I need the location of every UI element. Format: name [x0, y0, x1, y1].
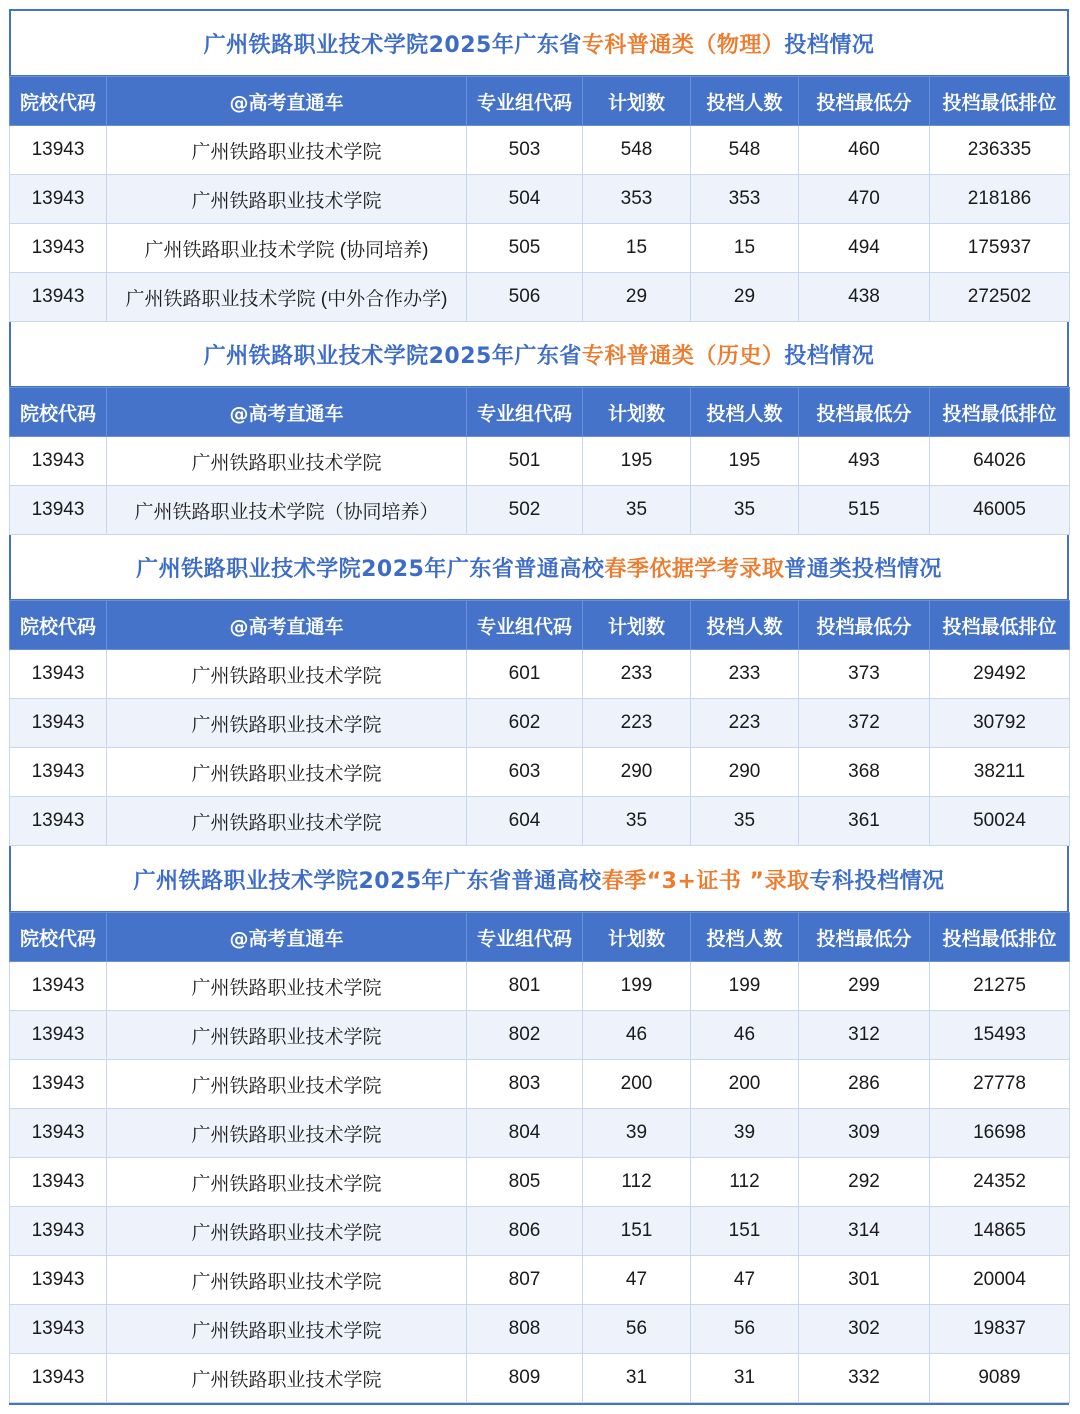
cell-min-rank: 272502	[930, 273, 1070, 322]
cell-school-code: 13943	[10, 1207, 107, 1256]
cell-group-code: 808	[467, 1305, 583, 1354]
cell-min-score: 312	[799, 1011, 930, 1060]
cell-admitted-count: 15	[691, 224, 799, 273]
cell-admitted-count: 47	[691, 1256, 799, 1305]
cell-school-code: 13943	[10, 1158, 107, 1207]
table-row	[10, 1109, 1070, 1158]
section-title-part: 广州铁路职业技术学院2025年广东省	[203, 32, 582, 58]
table-row	[10, 1256, 1070, 1305]
cell-school-code: 13943	[10, 1354, 107, 1403]
column-header-min-score: 投档最低分	[799, 77, 930, 126]
table-row	[10, 175, 1070, 224]
cell-school-code: 13943	[10, 437, 107, 486]
cell-school-code: 13943	[10, 224, 107, 273]
cell-group-code: 506	[467, 273, 583, 322]
cell-min-rank: 14865	[930, 1207, 1070, 1256]
cell-plan-count: 353	[583, 175, 691, 224]
section-title	[9, 535, 1069, 600]
table-row	[10, 1354, 1070, 1403]
cell-school-name: 广州铁路职业技术学院（协同培养）	[107, 486, 467, 535]
cell-plan-count: 223	[583, 699, 691, 748]
cell-group-code: 602	[467, 699, 583, 748]
cell-group-code: 807	[467, 1256, 583, 1305]
cell-plan-count: 15	[583, 224, 691, 273]
table-row	[10, 126, 1070, 175]
cell-plan-count: 46	[583, 1011, 691, 1060]
cell-school-code: 13943	[10, 486, 107, 535]
cell-school-name: 广州铁路职业技术学院 (中外合作办学)	[107, 273, 467, 322]
cell-admitted-count: 29	[691, 273, 799, 322]
cell-admitted-count: 290	[691, 748, 799, 797]
cell-school-code: 13943	[10, 1256, 107, 1305]
cell-school-code: 13943	[10, 126, 107, 175]
table-row	[10, 1207, 1070, 1256]
cell-group-code: 809	[467, 1354, 583, 1403]
cell-min-score: 372	[799, 699, 930, 748]
cell-min-score: 470	[799, 175, 930, 224]
cell-min-score: 301	[799, 1256, 930, 1305]
cell-group-code: 804	[467, 1109, 583, 1158]
cell-group-code: 806	[467, 1207, 583, 1256]
cell-school-name: 广州铁路职业技术学院	[107, 650, 467, 699]
table-header-row	[10, 77, 1070, 126]
column-header-admitted-count: 投档人数	[691, 601, 799, 650]
cell-min-rank: 175937	[930, 224, 1070, 273]
column-header-group-code: 专业组代码	[467, 388, 583, 437]
table-header-row	[10, 388, 1070, 437]
cell-plan-count: 31	[583, 1354, 691, 1403]
cell-plan-count: 39	[583, 1109, 691, 1158]
column-header-school-code: 院校代码	[10, 913, 107, 962]
cell-min-rank: 29492	[930, 650, 1070, 699]
section-title-part: 广州铁路职业技术学院2025年广东省普通高校	[133, 868, 602, 894]
column-header-group-code: 专业组代码	[467, 77, 583, 126]
cell-school-code: 13943	[10, 1011, 107, 1060]
cell-plan-count: 290	[583, 748, 691, 797]
column-header-school-name: @高考直通车	[107, 388, 467, 437]
section-title-part: 春季依据学考录取	[604, 556, 785, 582]
column-header-school-code: 院校代码	[10, 77, 107, 126]
cell-school-code: 13943	[10, 748, 107, 797]
cell-min-score: 438	[799, 273, 930, 322]
section-title	[9, 322, 1069, 387]
cell-admitted-count: 353	[691, 175, 799, 224]
cell-min-rank: 50024	[930, 797, 1070, 846]
cell-group-code: 604	[467, 797, 583, 846]
column-header-plan-count: 计划数	[583, 77, 691, 126]
column-header-min-rank: 投档最低排位	[930, 388, 1070, 437]
cell-plan-count: 47	[583, 1256, 691, 1305]
cell-min-score: 332	[799, 1354, 930, 1403]
cell-min-rank: 27778	[930, 1060, 1070, 1109]
cell-school-code: 13943	[10, 650, 107, 699]
cell-admitted-count: 35	[691, 797, 799, 846]
table-row	[10, 1011, 1070, 1060]
column-header-min-score: 投档最低分	[799, 388, 930, 437]
cell-school-name: 广州铁路职业技术学院	[107, 1207, 467, 1256]
cell-school-name: 广州铁路职业技术学院	[107, 175, 467, 224]
column-header-min-rank: 投档最低排位	[930, 77, 1070, 126]
cell-plan-count: 35	[583, 486, 691, 535]
column-header-group-code: 专业组代码	[467, 913, 583, 962]
column-header-school-code: 院校代码	[10, 388, 107, 437]
column-header-min-score: 投档最低分	[799, 913, 930, 962]
cell-min-score: 292	[799, 1158, 930, 1207]
cell-admitted-count: 200	[691, 1060, 799, 1109]
cell-min-rank: 24352	[930, 1158, 1070, 1207]
section-title	[9, 847, 1069, 912]
cell-group-code: 504	[467, 175, 583, 224]
admission-table	[9, 600, 1070, 846]
table-header-row	[10, 913, 1070, 962]
cell-group-code: 805	[467, 1158, 583, 1207]
cell-admitted-count: 233	[691, 650, 799, 699]
table-row	[10, 1305, 1070, 1354]
cell-admitted-count: 195	[691, 437, 799, 486]
cell-group-code: 802	[467, 1011, 583, 1060]
section-title-part: 投档情况	[784, 343, 875, 369]
cell-min-rank: 218186	[930, 175, 1070, 224]
section-title-part: 专科普通类（物理）	[581, 32, 785, 58]
cell-school-name: 广州铁路职业技术学院	[107, 1354, 467, 1403]
section-title-part: 投档情况	[784, 32, 875, 58]
cell-min-score: 368	[799, 748, 930, 797]
cell-school-name: 广州铁路职业技术学院	[107, 126, 467, 175]
table-row	[10, 797, 1070, 846]
column-header-group-code: 专业组代码	[467, 601, 583, 650]
cell-min-score: 373	[799, 650, 930, 699]
table-row	[10, 962, 1070, 1011]
cell-plan-count: 195	[583, 437, 691, 486]
cell-min-rank: 15493	[930, 1011, 1070, 1060]
table-row	[10, 1158, 1070, 1207]
cell-group-code: 503	[467, 126, 583, 175]
cell-plan-count: 548	[583, 126, 691, 175]
column-header-admitted-count: 投档人数	[691, 913, 799, 962]
column-header-plan-count: 计划数	[583, 388, 691, 437]
cell-school-name: 广州铁路职业技术学院	[107, 1109, 467, 1158]
cell-school-name: 广州铁路职业技术学院 (协同培养)	[107, 224, 467, 273]
cell-group-code: 601	[467, 650, 583, 699]
column-header-plan-count: 计划数	[583, 913, 691, 962]
cell-school-name: 广州铁路职业技术学院	[107, 797, 467, 846]
admission-table	[9, 76, 1070, 322]
table-row	[10, 699, 1070, 748]
table-row	[10, 486, 1070, 535]
column-header-min-score: 投档最低分	[799, 601, 930, 650]
cell-plan-count: 200	[583, 1060, 691, 1109]
cell-admitted-count: 31	[691, 1354, 799, 1403]
cell-group-code: 803	[467, 1060, 583, 1109]
cell-plan-count: 151	[583, 1207, 691, 1256]
cell-school-name: 广州铁路职业技术学院	[107, 1158, 467, 1207]
cell-school-name: 广州铁路职业技术学院	[107, 1011, 467, 1060]
cell-group-code: 501	[467, 437, 583, 486]
cell-school-code: 13943	[10, 1109, 107, 1158]
cell-admitted-count: 548	[691, 126, 799, 175]
column-header-plan-count: 计划数	[583, 601, 691, 650]
section-title-part: 普通类投档情况	[784, 556, 942, 582]
cell-school-code: 13943	[10, 1060, 107, 1109]
cell-school-code: 13943	[10, 797, 107, 846]
column-header-school-name: @高考直通车	[107, 913, 467, 962]
table-row	[10, 1060, 1070, 1109]
cell-min-rank: 20004	[930, 1256, 1070, 1305]
column-header-min-rank: 投档最低排位	[930, 913, 1070, 962]
cell-plan-count: 233	[583, 650, 691, 699]
table-row	[10, 224, 1070, 273]
table-header-row	[10, 601, 1070, 650]
cell-min-rank: 236335	[930, 126, 1070, 175]
cell-school-code: 13943	[10, 962, 107, 1011]
cell-school-code: 13943	[10, 273, 107, 322]
section-physics	[9, 11, 1069, 322]
cell-min-rank: 9089	[930, 1354, 1070, 1403]
cell-min-rank: 46005	[930, 486, 1070, 535]
column-header-school-name: @高考直通车	[107, 601, 467, 650]
section-title-part: 专科普通类（历史）	[581, 343, 785, 369]
section-history	[9, 322, 1069, 535]
cell-school-code: 13943	[10, 175, 107, 224]
column-header-min-rank: 投档最低排位	[930, 601, 1070, 650]
table-row	[10, 748, 1070, 797]
cell-group-code: 505	[467, 224, 583, 273]
cell-min-score: 515	[799, 486, 930, 535]
section-title	[9, 11, 1069, 76]
table-row	[10, 273, 1070, 322]
cell-min-score: 493	[799, 437, 930, 486]
column-header-admitted-count: 投档人数	[691, 77, 799, 126]
section-spring-3plus	[9, 847, 1069, 1403]
cell-admitted-count: 35	[691, 486, 799, 535]
cell-school-name: 广州铁路职业技术学院	[107, 699, 467, 748]
column-header-admitted-count: 投档人数	[691, 388, 799, 437]
cell-min-score: 361	[799, 797, 930, 846]
section-spring-xuekao	[9, 535, 1069, 846]
admission-table	[9, 912, 1070, 1403]
cell-min-score: 299	[799, 962, 930, 1011]
column-header-school-name: @高考直通车	[107, 77, 467, 126]
cell-plan-count: 29	[583, 273, 691, 322]
cell-admitted-count: 56	[691, 1305, 799, 1354]
cell-group-code: 502	[467, 486, 583, 535]
cell-min-score: 286	[799, 1060, 930, 1109]
admission-table	[9, 387, 1070, 535]
table-row	[10, 650, 1070, 699]
cell-admitted-count: 223	[691, 699, 799, 748]
cell-min-score: 494	[799, 224, 930, 273]
cell-school-name: 广州铁路职业技术学院	[107, 437, 467, 486]
cell-school-name: 广州铁路职业技术学院	[107, 1060, 467, 1109]
cell-min-score: 302	[799, 1305, 930, 1354]
cell-min-rank: 16698	[930, 1109, 1070, 1158]
cell-school-name: 广州铁路职业技术学院	[107, 962, 467, 1011]
cell-plan-count: 56	[583, 1305, 691, 1354]
cell-min-rank: 30792	[930, 699, 1070, 748]
column-header-school-code: 院校代码	[10, 601, 107, 650]
table-row	[10, 437, 1070, 486]
cell-plan-count: 35	[583, 797, 691, 846]
cell-min-rank: 19837	[930, 1305, 1070, 1354]
cell-school-code: 13943	[10, 699, 107, 748]
cell-min-score: 314	[799, 1207, 930, 1256]
cell-min-rank: 38211	[930, 748, 1070, 797]
section-title-part: 广州铁路职业技术学院2025年广东省普通高校	[136, 556, 605, 582]
cell-min-score: 460	[799, 126, 930, 175]
section-title-part: 春季“3+证书 ”录取	[601, 868, 810, 894]
cell-school-code: 13943	[10, 1305, 107, 1354]
cell-admitted-count: 112	[691, 1158, 799, 1207]
cell-group-code: 603	[467, 748, 583, 797]
cell-group-code: 801	[467, 962, 583, 1011]
cell-school-name: 广州铁路职业技术学院	[107, 748, 467, 797]
cell-min-score: 309	[799, 1109, 930, 1158]
cell-school-name: 广州铁路职业技术学院	[107, 1305, 467, 1354]
section-title-part: 专科投档情况	[809, 868, 945, 894]
cell-school-name: 广州铁路职业技术学院	[107, 1256, 467, 1305]
cell-admitted-count: 46	[691, 1011, 799, 1060]
cell-min-rank: 21275	[930, 962, 1070, 1011]
cell-admitted-count: 39	[691, 1109, 799, 1158]
cell-plan-count: 112	[583, 1158, 691, 1207]
section-title-part: 广州铁路职业技术学院2025年广东省	[203, 343, 582, 369]
cell-admitted-count: 199	[691, 962, 799, 1011]
cell-plan-count: 199	[583, 962, 691, 1011]
cell-min-rank: 64026	[930, 437, 1070, 486]
cell-admitted-count: 151	[691, 1207, 799, 1256]
